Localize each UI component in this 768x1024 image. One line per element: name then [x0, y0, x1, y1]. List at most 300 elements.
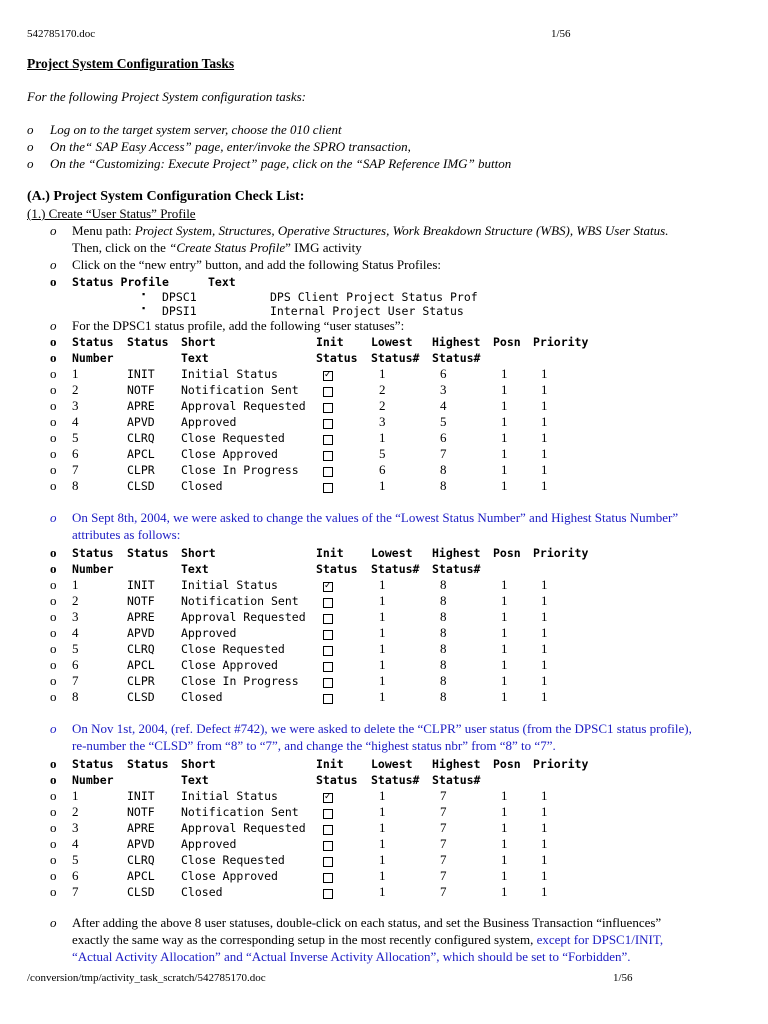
checkbox-icon [323, 419, 333, 429]
checkbox-icon [323, 646, 333, 656]
table-cell: 2 [72, 382, 79, 397]
table-cell: 8 [440, 689, 447, 704]
table-header-cell: Status [316, 773, 358, 787]
table-header-cell: Priority [533, 546, 589, 560]
table-cell: Notification Sent [181, 383, 299, 397]
table-cell: 4 [72, 836, 79, 851]
table-header-cell: Number [72, 773, 114, 787]
checkbox-icon [323, 403, 333, 413]
table-cell: APVD [127, 837, 155, 851]
table-cell: 2 [72, 804, 79, 819]
table-cell: 4 [440, 398, 447, 413]
table-header-cell: Short [181, 546, 216, 560]
table-cell: Approval Requested [181, 610, 306, 624]
table-header-cell: Status [72, 757, 114, 771]
menu-path-then: Then, click on the “Create Status Profile” IMG activity [72, 240, 362, 255]
table-cell: 1 [541, 868, 548, 883]
bullet-icon: o [50, 915, 57, 930]
table-cell: Close Requested [181, 642, 285, 656]
bullet-icon: o [50, 868, 57, 883]
table-cell: 1 [541, 689, 548, 704]
table-cell: 8 [440, 641, 447, 656]
table-cell: 1 [541, 804, 548, 819]
table-cell: 6 [72, 868, 79, 883]
table-cell: Initial Status [181, 789, 278, 803]
step-3: On the “Customizing: Execute Project” page, click on the “SAP Reference IMG” button [50, 156, 512, 171]
checkbox-icon [323, 614, 333, 624]
checkbox-icon [323, 451, 333, 461]
table-cell: 5 [440, 414, 447, 429]
checkbox-icon [323, 889, 333, 899]
checkbox-icon [323, 809, 333, 819]
table-cell: 1 [379, 593, 386, 608]
bullet-icon: o [50, 414, 57, 429]
checkbox-icon [323, 662, 333, 672]
table-cell: 1 [501, 366, 508, 381]
table-cell: 1 [541, 462, 548, 477]
step-2: On the“ SAP Easy Access” page, enter/invoke the SPRO transaction, [50, 139, 411, 154]
table-cell: 1 [541, 609, 548, 624]
init-status-cell [323, 400, 333, 416]
table-cell: 1 [379, 366, 386, 381]
table-cell: APRE [127, 610, 155, 624]
nov-change-note: On Nov 1st, 2004, (ref. Defect #742), we were asked to delete the “CLPR” user status (from the DPSC1 status profile), [72, 721, 692, 736]
table-cell: APRE [127, 399, 155, 413]
table-cell: APCL [127, 447, 155, 461]
table-cell: Initial Status [181, 578, 278, 592]
footer-page: 1/56 [613, 972, 633, 984]
table-cell: APCL [127, 658, 155, 672]
table-header-cell: Posn [493, 546, 521, 560]
bullet-icon: o [50, 593, 57, 608]
table-cell: NOTF [127, 383, 155, 397]
table-cell: 1 [541, 641, 548, 656]
bullet-icon: o [50, 625, 57, 640]
table-cell: Close Approved [181, 658, 278, 672]
table-cell: 3 [72, 609, 79, 624]
table-header-cell: Status# [432, 562, 481, 576]
table-cell: 1 [501, 414, 508, 429]
table-cell: Close Approved [181, 869, 278, 883]
table-cell: 7 [440, 884, 447, 899]
init-status-cell [323, 822, 333, 838]
table-cell: 7 [72, 673, 79, 688]
table-cell: 1 [379, 884, 386, 899]
nov-change-note-2: re-number the “CLSD” from “8” to “7”, and change the “highest status nbr” from “8” to “7”. [72, 738, 556, 753]
bullet-icon: o [50, 689, 57, 704]
table-cell: APRE [127, 821, 155, 835]
subsection-heading: (1.) Create “User Status” Profile [27, 206, 196, 221]
bullet-icon: o [50, 884, 57, 899]
checkbox-icon [323, 694, 333, 704]
checkbox-icon [323, 467, 333, 477]
table-cell: 7 [72, 462, 79, 477]
table-cell: 1 [501, 673, 508, 688]
table-header-cell: Init [316, 757, 344, 771]
page-number: 1/56 [551, 28, 571, 40]
table-cell: Approval Requested [181, 399, 306, 413]
table-cell: 7 [440, 788, 447, 803]
table-header-cell: Lowest [371, 335, 413, 349]
init-status-cell [323, 432, 333, 448]
bullet-icon: o [50, 788, 57, 803]
table-cell: 1 [501, 382, 508, 397]
init-status-cell [323, 870, 333, 886]
table-cell: APVD [127, 626, 155, 640]
bullet-icon: o [50, 820, 57, 835]
table-cell: 1 [541, 625, 548, 640]
final-note-2: exactly the same way as the corresponding setup in the most recently configured system, except for DPSC1/INIT, [72, 932, 664, 947]
table-cell: 1 [501, 609, 508, 624]
profile-text: DPS Client Project Status Prof [270, 290, 478, 304]
table-cell: 7 [440, 820, 447, 835]
bullet-icon: o [50, 721, 57, 736]
init-status-cell [323, 448, 333, 464]
table-cell: 1 [379, 868, 386, 883]
table-cell: 1 [379, 804, 386, 819]
table-cell: 5 [72, 430, 79, 445]
table-cell: 5 [72, 852, 79, 867]
table-cell: 2 [72, 593, 79, 608]
checked-checkbox-icon [323, 371, 333, 381]
table-cell: 1 [72, 577, 79, 592]
table-cell: CLRQ [127, 853, 155, 867]
table-cell: Approval Requested [181, 821, 306, 835]
table-header-cell: Status# [371, 773, 420, 787]
table-cell: 1 [541, 382, 548, 397]
table-header-cell: Priority [533, 757, 589, 771]
init-status-cell [323, 579, 333, 595]
table-cell: 8 [440, 593, 447, 608]
table-header-cell: Text [181, 773, 209, 787]
table-cell: INIT [127, 789, 155, 803]
table-cell: 8 [440, 462, 447, 477]
table-cell: INIT [127, 578, 155, 592]
table-cell: Closed [181, 479, 223, 493]
table-header-cell: Lowest [371, 757, 413, 771]
table-cell: 1 [541, 788, 548, 803]
bullet-icon: o [50, 657, 57, 672]
page-title: Project System Configuration Tasks [27, 56, 235, 71]
table-cell: 1 [501, 593, 508, 608]
bullet-icon: o [50, 836, 57, 851]
bullet-icon: o [50, 274, 57, 289]
table-cell: 1 [541, 673, 548, 688]
table-header-cell: Status [72, 546, 114, 560]
table-header-cell: Status [127, 546, 169, 560]
table-header-cell: Text [181, 562, 209, 576]
menu-path: Menu path: Project System, Structures, Operative Structures, Work Breakdown Structure (WBS), WBS User Status. [72, 223, 669, 238]
table-cell: 1 [541, 852, 548, 867]
table-cell: 1 [501, 641, 508, 656]
bullet-icon: o [50, 478, 57, 493]
init-status-cell [323, 480, 333, 496]
table-cell: CLRQ [127, 431, 155, 445]
intro-text: For the following Project System configuration tasks: [27, 89, 306, 104]
bullet-icon: o [50, 804, 57, 819]
table-cell: 1 [379, 609, 386, 624]
profile-header-col2: Text [208, 275, 236, 289]
init-status-cell [323, 691, 333, 707]
table-header-cell: Status [316, 351, 358, 365]
table-cell: 1 [541, 657, 548, 672]
table-cell: 1 [72, 366, 79, 381]
table-header-cell: Status [72, 335, 114, 349]
table-cell: 6 [72, 446, 79, 461]
checkbox-icon [323, 387, 333, 397]
checkbox-icon [323, 873, 333, 883]
footer-path: /conversion/tmp/activity_task_scratch/542785170.doc [27, 972, 266, 984]
table-cell: CLPR [127, 463, 155, 477]
table-cell: 2 [379, 398, 386, 413]
table-cell: Closed [181, 690, 223, 704]
table-cell: 7 [440, 836, 447, 851]
table-cell: 7 [440, 868, 447, 883]
table-cell: 1 [379, 641, 386, 656]
table-cell: 8 [72, 478, 79, 493]
checkbox-icon [323, 630, 333, 640]
dpsc1-instruction: For the DPSC1 status profile, add the following “user statuses”: [72, 318, 405, 333]
table-header-cell: Status# [371, 562, 420, 576]
table-cell: 1 [379, 788, 386, 803]
table-cell: 1 [379, 852, 386, 867]
checked-checkbox-icon [323, 582, 333, 592]
table-cell: 1 [379, 689, 386, 704]
table-cell: 1 [501, 398, 508, 413]
checkbox-icon [323, 857, 333, 867]
table-cell: 7 [440, 446, 447, 461]
table-cell: NOTF [127, 594, 155, 608]
init-status-cell [323, 627, 333, 643]
table-header-cell: Highest [432, 335, 481, 349]
table-cell: 1 [379, 625, 386, 640]
table-cell: 4 [72, 414, 79, 429]
table-cell: 1 [501, 625, 508, 640]
bullet-icon: o [50, 223, 57, 238]
table-cell: 1 [379, 657, 386, 672]
table-cell: 6 [440, 430, 447, 445]
table-header-cell: Posn [493, 757, 521, 771]
init-status-cell [323, 838, 333, 854]
table-cell: 1 [379, 577, 386, 592]
bullet-icon: o [50, 398, 57, 413]
table-header-cell: Status# [432, 773, 481, 787]
table-cell: 1 [541, 366, 548, 381]
table-cell: 7 [440, 804, 447, 819]
table-cell: 1 [501, 788, 508, 803]
profile-text: Internal Project User Status [270, 304, 464, 318]
final-note-3: “Actual Activity Allocation” and “Actual Inverse Activity Allocation”, which should be set to “Forbidden”. [72, 949, 631, 964]
table-cell: Close Requested [181, 431, 285, 445]
step-1: Log on to the target system server, choose the 010 client [50, 122, 342, 137]
table-cell: 7 [72, 884, 79, 899]
table-cell: Close Approved [181, 447, 278, 461]
table-cell: 5 [379, 446, 386, 461]
table-header-cell: Status [316, 562, 358, 576]
bullet-icon: o [50, 577, 57, 592]
profile-header-col1: Status Profile [72, 275, 169, 289]
table-header-cell: Status# [371, 351, 420, 365]
init-status-cell [323, 464, 333, 480]
table-header-cell: Status# [432, 351, 481, 365]
table-cell: 1 [72, 788, 79, 803]
checkbox-icon [323, 841, 333, 851]
checkbox-icon [323, 678, 333, 688]
table-cell: 6 [379, 462, 386, 477]
bullet-icon: o [50, 673, 57, 688]
table-header-cell: Status [127, 757, 169, 771]
table-cell: 1 [501, 884, 508, 899]
table-cell: Approved [181, 837, 237, 851]
table-cell: Close In Progress [181, 674, 299, 688]
table-header-cell: Text [181, 351, 209, 365]
section-heading: (A.) Project System Configuration Check List: [27, 189, 305, 204]
init-status-cell [323, 416, 333, 432]
table-cell: 8 [440, 609, 447, 624]
doc-filename: 542785170.doc [27, 28, 96, 40]
table-cell: 8 [440, 673, 447, 688]
table-cell: 6 [72, 657, 79, 672]
table-cell: 3 [72, 820, 79, 835]
table-header-cell: Short [181, 335, 216, 349]
table-cell: 1 [541, 430, 548, 445]
table-cell: 1 [501, 478, 508, 493]
bullet-icon: o [50, 852, 57, 867]
table-cell: 3 [379, 414, 386, 429]
table-cell: 1 [501, 657, 508, 672]
bullet-icon: o [50, 462, 57, 477]
table-cell: 8 [440, 577, 447, 592]
bullet-icon: o [50, 510, 57, 525]
table-cell: 1 [541, 593, 548, 608]
init-status-cell [323, 368, 333, 384]
bullet-icon: o [50, 545, 57, 560]
table-header-cell: Init [316, 335, 344, 349]
profile-name: DPSC1 [162, 290, 197, 304]
table-cell: 7 [440, 852, 447, 867]
table-cell: 8 [440, 625, 447, 640]
table-cell: 1 [501, 577, 508, 592]
bullet-icon: o [50, 641, 57, 656]
table-cell: 4 [72, 625, 79, 640]
table-header-cell: Lowest [371, 546, 413, 560]
table-cell: 1 [541, 820, 548, 835]
table-cell: 8 [72, 689, 79, 704]
bullet-icon: o [50, 756, 57, 771]
checkbox-icon [323, 825, 333, 835]
checked-checkbox-icon [323, 793, 333, 803]
bullet-icon: o [50, 561, 57, 576]
table-cell: Initial Status [181, 367, 278, 381]
table-cell: Notification Sent [181, 594, 299, 608]
table-header-cell: Priority [533, 335, 589, 349]
table-header-cell: Highest [432, 757, 481, 771]
table-cell: NOTF [127, 805, 155, 819]
table-cell: Approved [181, 415, 237, 429]
bullet-icon: o [27, 122, 34, 137]
table-cell: 1 [501, 852, 508, 867]
table-header-cell: Status [127, 335, 169, 349]
bullet-icon: o [50, 318, 57, 333]
table-cell: 1 [501, 689, 508, 704]
table-cell: CLSD [127, 690, 155, 704]
square-bullet-icon: ▪ [142, 303, 146, 313]
init-status-cell [323, 806, 333, 822]
table-cell: 1 [501, 804, 508, 819]
profile-name: DPSI1 [162, 304, 197, 318]
init-status-cell [323, 611, 333, 627]
table-cell: 1 [541, 398, 548, 413]
checkbox-icon [323, 435, 333, 445]
table-cell: 3 [72, 398, 79, 413]
bullet-icon: o [50, 257, 57, 272]
table-cell: APVD [127, 415, 155, 429]
bullet-icon: o [50, 366, 57, 381]
table-header-cell: Highest [432, 546, 481, 560]
table-cell: 1 [501, 820, 508, 835]
final-note: After adding the above 8 user statuses, double-click on each status, and set the Business Transaction “influences” [72, 915, 662, 930]
table-cell: 1 [379, 478, 386, 493]
table-cell: CLRQ [127, 642, 155, 656]
table-cell: 1 [501, 446, 508, 461]
table-cell: Close In Progress [181, 463, 299, 477]
bullet-icon: o [27, 156, 34, 171]
init-status-cell [323, 384, 333, 400]
table-cell: 5 [72, 641, 79, 656]
bullet-icon: o [50, 350, 57, 365]
table-cell: 1 [541, 478, 548, 493]
table-cell: 1 [379, 820, 386, 835]
table-header-cell: Number [72, 351, 114, 365]
table-cell: 1 [541, 577, 548, 592]
table-header-cell: Init [316, 546, 344, 560]
table-cell: 8 [440, 478, 447, 493]
sept-change-note: On Sept 8th, 2004, we were asked to change the values of the “Lowest Status Number” and Highest Status Number” [72, 510, 679, 525]
init-status-cell [323, 886, 333, 902]
table-cell: APCL [127, 869, 155, 883]
table-header-cell: Posn [493, 335, 521, 349]
table-cell: 2 [379, 382, 386, 397]
table-cell: 8 [440, 657, 447, 672]
table-cell: 1 [541, 884, 548, 899]
table-cell: 1 [541, 446, 548, 461]
bullet-icon: o [50, 446, 57, 461]
table-cell: CLPR [127, 674, 155, 688]
bullet-icon: o [27, 139, 34, 154]
table-cell: CLSD [127, 479, 155, 493]
table-cell: Close Requested [181, 853, 285, 867]
table-cell: 1 [541, 414, 548, 429]
table-cell: 6 [440, 366, 447, 381]
table-cell: INIT [127, 367, 155, 381]
init-status-cell [323, 659, 333, 675]
table-cell: 1 [501, 868, 508, 883]
init-status-cell [323, 595, 333, 611]
table-cell: 1 [379, 430, 386, 445]
bullet-icon: o [50, 334, 57, 349]
table-cell: CLSD [127, 885, 155, 899]
bullet-icon: o [50, 430, 57, 445]
init-status-cell [323, 643, 333, 659]
table-cell: Notification Sent [181, 805, 299, 819]
table-cell: 1 [501, 462, 508, 477]
bullet-icon: o [50, 382, 57, 397]
table-cell: 3 [440, 382, 447, 397]
table-cell: 1 [501, 430, 508, 445]
new-entry-instruction: Click on the “new entry” button, and add the following Status Profiles: [72, 257, 441, 272]
checkbox-icon [323, 598, 333, 608]
square-bullet-icon: ▪ [142, 289, 146, 299]
